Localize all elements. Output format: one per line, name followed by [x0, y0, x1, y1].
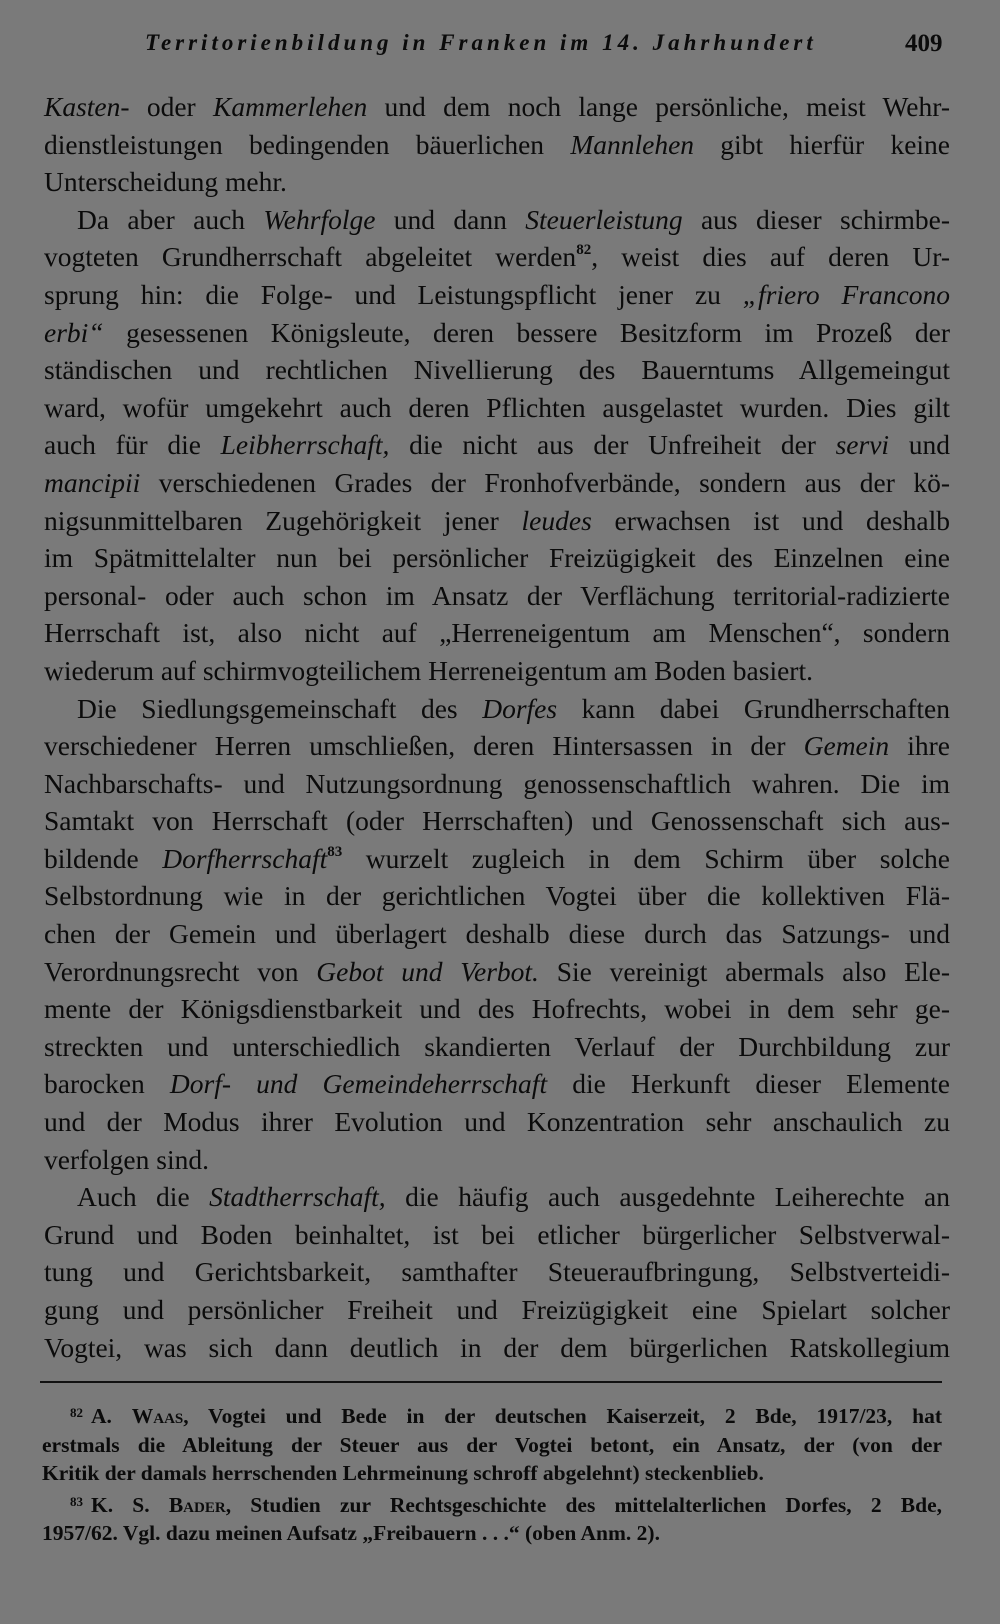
- italic-term: Dorfherrschaft: [162, 842, 328, 874]
- footnotes: [42, 1399, 942, 1548]
- text-run: , Vogtei und Bede in der deutschen Kaiserzeit, 2 Bde, 1917/23, hat: [183, 1404, 943, 1428]
- italic-term: Mannlehen: [570, 128, 695, 160]
- text-line: [42, 1399, 942, 1431]
- text-run: nigsunmittelbaren Zugehörigkeit jener: [44, 504, 522, 536]
- italic-term: Steuerleistung: [525, 203, 683, 235]
- italic-term: Wehrfolge: [263, 203, 376, 235]
- text-run: Da aber auch: [77, 203, 264, 235]
- text-line: im Spätmittelalter nun bei persönlicher Freizügigkeit des Einzelnen eine: [44, 542, 950, 574]
- text-line: Grund und Boden beinhaltet, ist bei etlicher bürgerlicher Selbstverwal-: [44, 1218, 950, 1250]
- italic-term: Dorfes: [482, 692, 558, 724]
- italic-term: „friero Francono: [742, 278, 950, 310]
- text-line: [44, 314, 950, 352]
- italic-term: Leibherrschaft,: [220, 429, 390, 461]
- running-title: Territorienbildung in Franken im 14. Jahrhundert: [145, 30, 817, 55]
- footnote-ref-83[interactable]: 83: [327, 843, 343, 860]
- text-line: ständischen und rechtlichen Nivellierung des Bauerntums Allgemeingut: [44, 354, 950, 386]
- text-line: chen der Gemein und überlagert deshalb diese durch das Satzungs- und: [44, 918, 950, 950]
- footnote-82: [42, 1399, 942, 1488]
- text-run: dienstleistungen bedingenden bäuerlichen: [44, 128, 571, 160]
- text-line: [44, 502, 950, 540]
- italic-term: Stadtherrschaft,: [209, 1181, 386, 1213]
- italic-term: leudes: [521, 504, 592, 536]
- text-line: 1957/62. Vgl. dazu meinen Aufsatz „Freibauern . . .“ (oben Anm. 2).: [42, 1521, 660, 1545]
- text-line: gung und persönlicher Freiheit und Freizügigkeit eine Spielart solcher: [44, 1294, 950, 1325]
- text-line: streckten und unterschiedlich skandierten Verlauf der Durchbildung zur: [44, 1030, 950, 1062]
- text-line: Herrschaft ist, also nicht auf „Herreneigentum am Menschen“, sondern: [44, 617, 950, 649]
- text-run: barocken: [44, 1068, 170, 1100]
- text-run: verschiedenen Grades der Fronhofverbände, sondern aus der kö-: [140, 466, 950, 498]
- text-run: gesessenen Königsleute, deren bessere Besitzform im Prozeß der: [103, 316, 950, 348]
- text-run: Die Siedlungsgemeinschaft des: [77, 692, 483, 724]
- text-line: Selbstordnung wie in der gerichtlichen Vogtei über die kollektiven Flä-: [44, 880, 950, 912]
- main-text: [44, 88, 950, 1366]
- italic-term: Kasten-: [44, 91, 130, 122]
- text-line: [44, 126, 950, 164]
- text-line: ward, wofür umgekehrt auch deren Pflichten ausgelastet wurden. Dies gilt: [44, 391, 950, 423]
- text-line: [44, 201, 950, 239]
- italic-term: erbi“: [44, 316, 104, 348]
- text-run: Auch die: [77, 1181, 210, 1213]
- text-run: vogteten Grundherrschaft abgeleitet werden: [44, 241, 577, 273]
- paragraph-3: [44, 690, 950, 1179]
- italic-term: Gemein: [803, 730, 890, 762]
- text-line: [42, 1488, 942, 1520]
- text-run: gibt hierfür keine: [694, 128, 950, 160]
- text-run: ihre: [889, 730, 950, 762]
- paragraph-4: [44, 1178, 950, 1366]
- text-run: kann dabei Grundherrschaften: [557, 692, 950, 724]
- text-run: , weist dies auf deren Ur-: [591, 241, 950, 273]
- text-line: mente der Königsdienstbarkeit und des Hofrechts, wobei in dem sehr ge-: [44, 993, 950, 1025]
- text-run: die Herkunft dieser Elemente: [547, 1068, 951, 1100]
- text-run: oder: [129, 91, 213, 122]
- text-run: erwachsen ist und deshalb: [591, 504, 950, 536]
- text-run: Sie vereinigt abermals also Ele-: [538, 955, 950, 987]
- text-run: Verordnungsrecht von: [44, 955, 317, 987]
- author-name: Waas: [131, 1404, 184, 1428]
- paragraph-1: [44, 88, 950, 201]
- text-run: und dann: [375, 203, 526, 235]
- text-line: [44, 464, 950, 502]
- text-line: verfolgen sind.: [44, 1143, 209, 1175]
- text-line: [44, 88, 950, 126]
- text-line: Unterscheidung mehr.: [44, 166, 287, 198]
- text-run: die häufig auch ausgedehnte Leiherechte an: [385, 1181, 950, 1213]
- text-line: [44, 426, 950, 464]
- footnote-83: [42, 1488, 942, 1548]
- author-name: Bader: [168, 1492, 226, 1517]
- italic-term: Kammerlehen: [212, 91, 368, 122]
- text-run: aus dieser schirmbe-: [682, 203, 950, 235]
- text-run: die nicht aus der Unfreiheit der: [389, 429, 836, 461]
- text-line: [44, 1178, 950, 1216]
- page-number: 409: [905, 30, 943, 57]
- text-line: [44, 727, 950, 765]
- text-line: tung und Gerichtsbarkeit, samthafter Steueraufbringung, Selbstverteidi-: [44, 1256, 950, 1288]
- text-line: [44, 238, 950, 276]
- text-run: K. S.: [91, 1492, 169, 1517]
- text-run: wurzelt zugleich in dem Schirm über solche: [342, 842, 950, 874]
- text-run: A.: [91, 1404, 132, 1428]
- text-run: und dem noch lange persönliche, meist Wehr-: [367, 91, 950, 122]
- text-line: und der Modus ihrer Evolution und Konzentration sehr anschaulich zu: [44, 1106, 950, 1138]
- text-run: und: [889, 429, 950, 461]
- text-run: , Studien zur Rechtsgeschichte des mittelalterlichen Dorfes, 2 Bde,: [225, 1492, 942, 1517]
- footnote-number: 82: [70, 1405, 83, 1420]
- footnote-number: 83: [70, 1493, 83, 1509]
- text-run: bildende: [44, 842, 163, 874]
- text-run: sprung hin: die Folge- und Leistungspflicht jener zu: [44, 278, 743, 310]
- text-line: Samtakt von Herrschaft (oder Herrschaften) und Genossenschaft sich aus-: [44, 805, 950, 837]
- text-line: wiederum auf schirmvogteilichem Herreneigentum am Boden basiert.: [44, 654, 813, 686]
- text-line: [44, 840, 950, 878]
- italic-term: mancipii: [44, 466, 141, 498]
- paragraph-2: [44, 201, 950, 690]
- text-line: Nachbarschafts- und Nutzungsordnung genossenschaftlich wahren. Die im: [44, 767, 950, 799]
- text-line: Kritik der damals herrschenden Lehrmeinung schroff abgelehnt) steckenblieb.: [42, 1461, 764, 1485]
- footnote-ref-82[interactable]: 82: [576, 242, 592, 259]
- text-line: erstmals die Ableitung der Steuer aus der Vogtei betont, ein Ansatz, der (von der: [42, 1432, 942, 1457]
- text-line: [44, 1065, 950, 1103]
- text-line: [44, 276, 950, 314]
- italic-term: Dorf- und Gemeindeherrschaft: [169, 1068, 548, 1100]
- italic-term: servi: [835, 429, 890, 461]
- text-run: auch für die: [44, 429, 221, 461]
- italic-term: Gebot und Verbot.: [316, 955, 539, 987]
- footnote-divider: [40, 1381, 942, 1383]
- text-line: Vogtei, was sich dann deutlich in der dem bürgerlichen Ratskollegium: [44, 1331, 950, 1363]
- text-line: personal- oder auch schon im Ansatz der Verflächung territorial-radizierte: [44, 579, 950, 611]
- text-line: [44, 690, 950, 728]
- text-line: [44, 953, 950, 991]
- text-run: verschiedener Herren umschließen, deren Hintersassen in der: [44, 730, 804, 762]
